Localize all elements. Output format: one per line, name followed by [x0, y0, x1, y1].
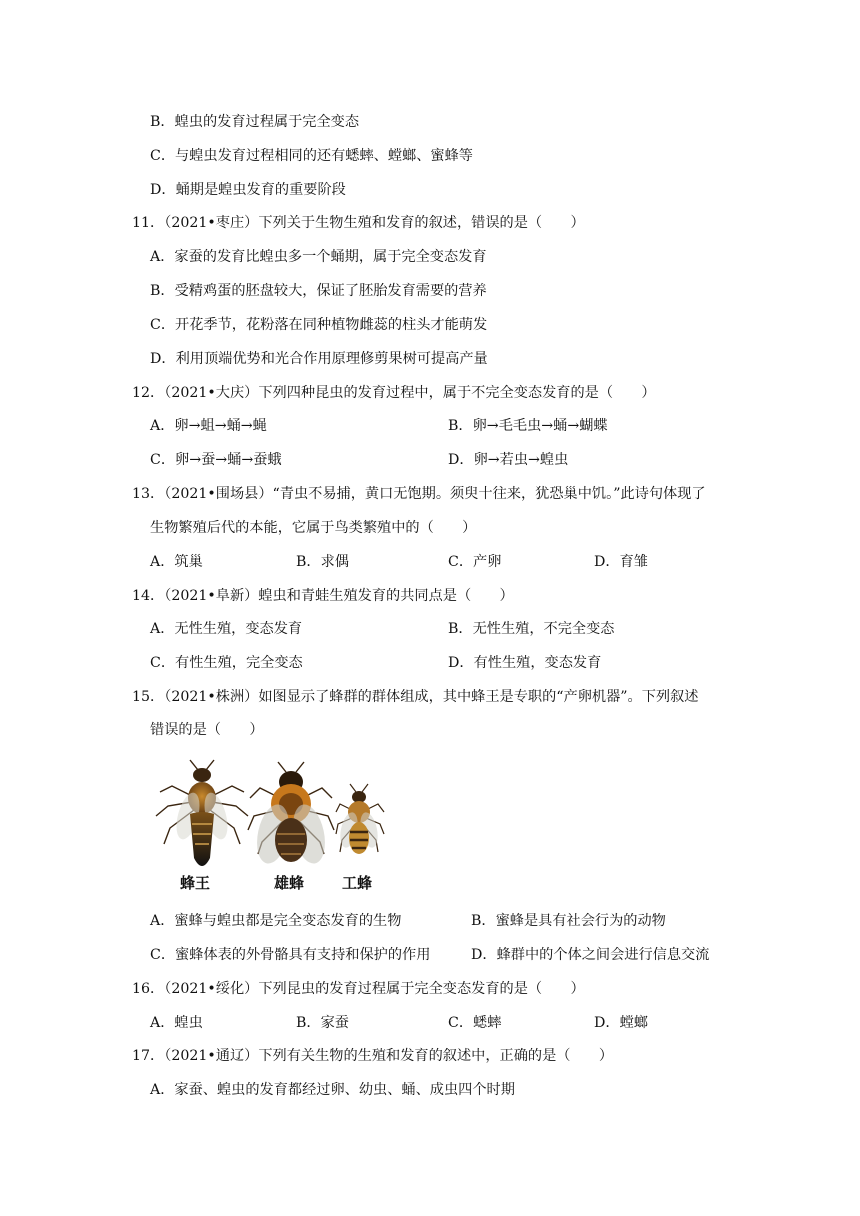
- q16-option-c: C．蟋蟀: [448, 1015, 502, 1031]
- q11-option-b: B．受精鸡蛋的胚盘较大，保证了胚胎发育需要的营养: [150, 283, 487, 299]
- q17-option-a: A．家蚕、蝗虫的发育都经过卵、幼虫、蛹、成虫四个时期: [150, 1082, 515, 1098]
- q13-option-c: C．产卵: [448, 554, 502, 570]
- q15-option-c: C．蜜蜂体表的外骨骼具有支持和保护的作用: [150, 947, 431, 963]
- q13-option-d: D．育雏: [594, 554, 648, 570]
- queen-bee-image: [156, 760, 248, 866]
- q15-stem-line1: 15．（2021•株洲）如图显示了蜂群的群体组成，其中蜂王是专职的“产卵机器”。下列叙述: [132, 689, 699, 705]
- worker-bee-caption: 工蜂: [342, 874, 373, 892]
- q13-option-a: A．筑巢: [150, 554, 203, 570]
- q14-option-d: D．有性生殖，变态发育: [448, 655, 602, 671]
- q16-option-b: B．家蚕: [296, 1015, 349, 1031]
- q13-stem-line2: 生物繁殖后代的本能，它属于鸟类繁殖中的（ ）: [150, 520, 477, 536]
- drone-bee-caption: 雄蜂: [274, 874, 305, 892]
- q10-option-b: B．蝗虫的发育过程属于完全变态: [150, 114, 360, 130]
- q16-option-d: D．螳螂: [594, 1015, 648, 1031]
- q12-option-c: C．卵→蚕→蛹→蚕蛾: [150, 452, 282, 468]
- drone-bee-image: [248, 762, 334, 866]
- q10-option-c: C．与蝗虫发育过程相同的还有蟋蟀、螳螂、蜜蜂等: [150, 148, 473, 164]
- q12-option-d: D．卵→若虫→蝗虫: [448, 452, 569, 468]
- q15-option-d: D．蜂群中的个体之间会进行信息交流: [471, 947, 710, 963]
- queen-bee-caption: 蜂王: [180, 874, 211, 892]
- q15-option-b: B．蜜蜂是具有社会行为的动物: [471, 913, 666, 929]
- q12-stem: 12．（2021•大庆）下列四种昆虫的发育过程中，属于不完全变态发育的是（ ）: [132, 385, 656, 401]
- bee-colony-figure: [150, 758, 390, 898]
- q11-option-d: D．利用顶端优势和光合作用原理修剪果树可提高产量: [150, 351, 488, 367]
- q12-option-b: B．卵→毛毛虫→蛹→蝴蝶: [448, 418, 608, 434]
- q16-stem: 16．（2021•绥化）下列昆虫的发育过程属于完全变态发育的是（ ）: [132, 981, 585, 997]
- q17-stem: 17．（2021•通辽）下列有关生物的生殖和发育的叙述中，正确的是（ ）: [132, 1048, 614, 1064]
- q14-option-c: C．有性生殖，完全变态: [150, 655, 303, 671]
- q13-stem-line1: 13．（2021•围场县）“青虫不易捕，黄口无饱期。须臾十往来，犹恐巢中饥。”此诗句体现了: [132, 486, 706, 502]
- q10-option-d: D．蛹期是蝗虫发育的重要阶段: [150, 182, 346, 198]
- q14-option-a: A．无性生殖，变态发育: [150, 621, 303, 637]
- q11-stem: 11．（2021•枣庄）下列关于生物生殖和发育的叙述，错误的是（ ）: [132, 215, 585, 231]
- q14-option-b: B．无性生殖，不完全变态: [448, 621, 615, 637]
- q16-option-a: A．蝗虫: [150, 1015, 203, 1031]
- q11-option-a: A．家蚕的发育比蝗虫多一个蛹期，属于完全变态发育: [150, 249, 487, 265]
- q14-stem: 14．（2021•阜新）蝗虫和青蛙生殖发育的共同点是（ ）: [132, 588, 514, 604]
- q15-stem-line2: 错误的是（ ）: [150, 722, 264, 738]
- q15-option-a: A．蜜蜂与蝗虫都是完全变态发育的生物: [150, 913, 402, 929]
- q11-option-c: C．开花季节，花粉落在同种植物雌蕊的柱头才能萌发: [150, 317, 488, 333]
- q12-option-a: A．卵→蛆→蛹→蝇: [150, 418, 267, 434]
- q13-option-b: B．求偶: [296, 554, 349, 570]
- worker-bee-image: [336, 784, 384, 854]
